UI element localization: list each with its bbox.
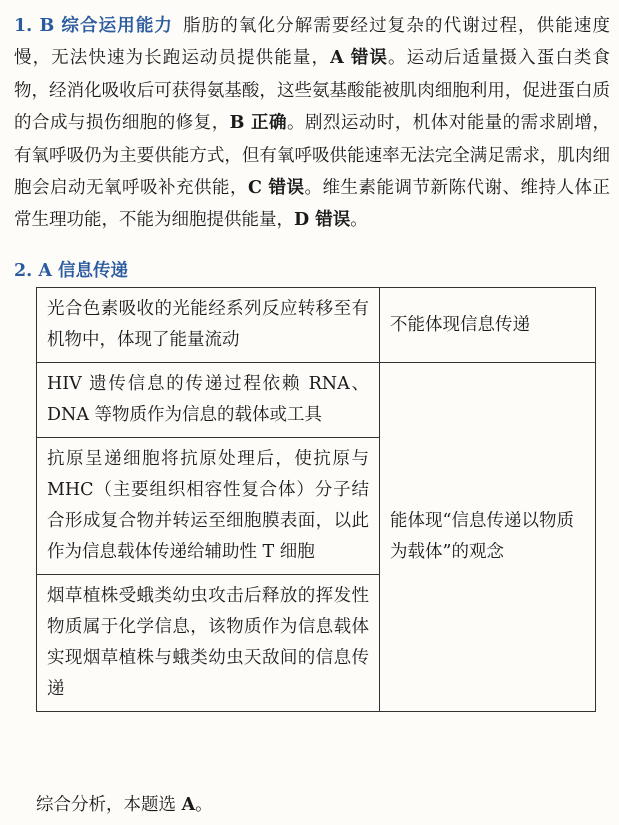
answer-1-paragraph bbox=[14, 10, 610, 237]
answer-2-heading bbox=[14, 258, 138, 284]
row-2-statement: HIV 遗传信息的传递过程依赖 RNA、DNA 等物质作为信息的载体或工具 bbox=[37, 363, 380, 438]
summary-end: 。 bbox=[195, 795, 213, 815]
option-b-verdict: B 正确 bbox=[229, 113, 287, 134]
answer-2-number: 2. A bbox=[14, 261, 52, 281]
row-3-statement: 抗原呈递细胞将抗原处理后，使抗原与 MHC（主要组织相容性复合体）分子结合形成复合物并转运至细胞膜表面，以此作为信息载体传递给辅助性 T 细胞 bbox=[37, 438, 380, 575]
answer-1-number: 1. B bbox=[14, 16, 55, 36]
summary-answer: A bbox=[181, 795, 196, 815]
option-c-verdict: C 错误 bbox=[248, 178, 305, 199]
row-4-statement: 烟草植株受蛾类幼虫攻击后释放的挥发性物质属于化学信息，该物质作为信息载体实现烟草植株与蛾类幼虫天敌间的信息传递 bbox=[37, 575, 380, 712]
answer-1-tag: 综合运用能力 bbox=[60, 16, 174, 36]
option-d-verdict: D 错误 bbox=[294, 210, 351, 231]
answer-1-text-3: 。剧烈运动时，机体对能量的需求剧增，有氧呼吸仍为主要供能方式，但有氧呼吸供能速率无法完全满足需求，肌肉细胞会启动无氧呼吸补充供能， bbox=[14, 113, 611, 199]
answer-1-text-1: 脂肪的氧化分解需要经过复杂的代谢过程，供能速度慢，无法快速为长跑运动员提供能量， bbox=[14, 16, 610, 69]
answer-1-text-4: 。维生素能调节新陈代谢、维持人体正常生理功能，不能为细胞提供能量， bbox=[14, 178, 611, 231]
row-1-statement: 光合色素吸收的光能经系列反应转移至有机物中，体现了能量流动 bbox=[37, 288, 380, 363]
answer-1-text-2: 。运动后适量摄入蛋白类食物，经消化吸收后可获得氨基酸，这些氨基酸能被肌肉细胞利用，促进蛋白质的合成与损伤细胞的修复， bbox=[14, 48, 611, 134]
analysis-table bbox=[36, 287, 596, 712]
summary-text: 综合分析，本题选 bbox=[36, 795, 182, 815]
table-row bbox=[37, 363, 596, 438]
rows-2-4-conclusion: 能体现“信息传递以物质为载体”的观念 bbox=[380, 363, 596, 712]
row-1-conclusion: 不能体现信息传递 bbox=[380, 288, 596, 363]
table-row bbox=[37, 288, 596, 363]
summary-line bbox=[36, 792, 213, 818]
answer-2-tag: 信息传递 bbox=[57, 261, 128, 281]
answer-1-text-5: 。 bbox=[350, 210, 368, 231]
option-a-verdict: A 错误 bbox=[330, 48, 389, 69]
